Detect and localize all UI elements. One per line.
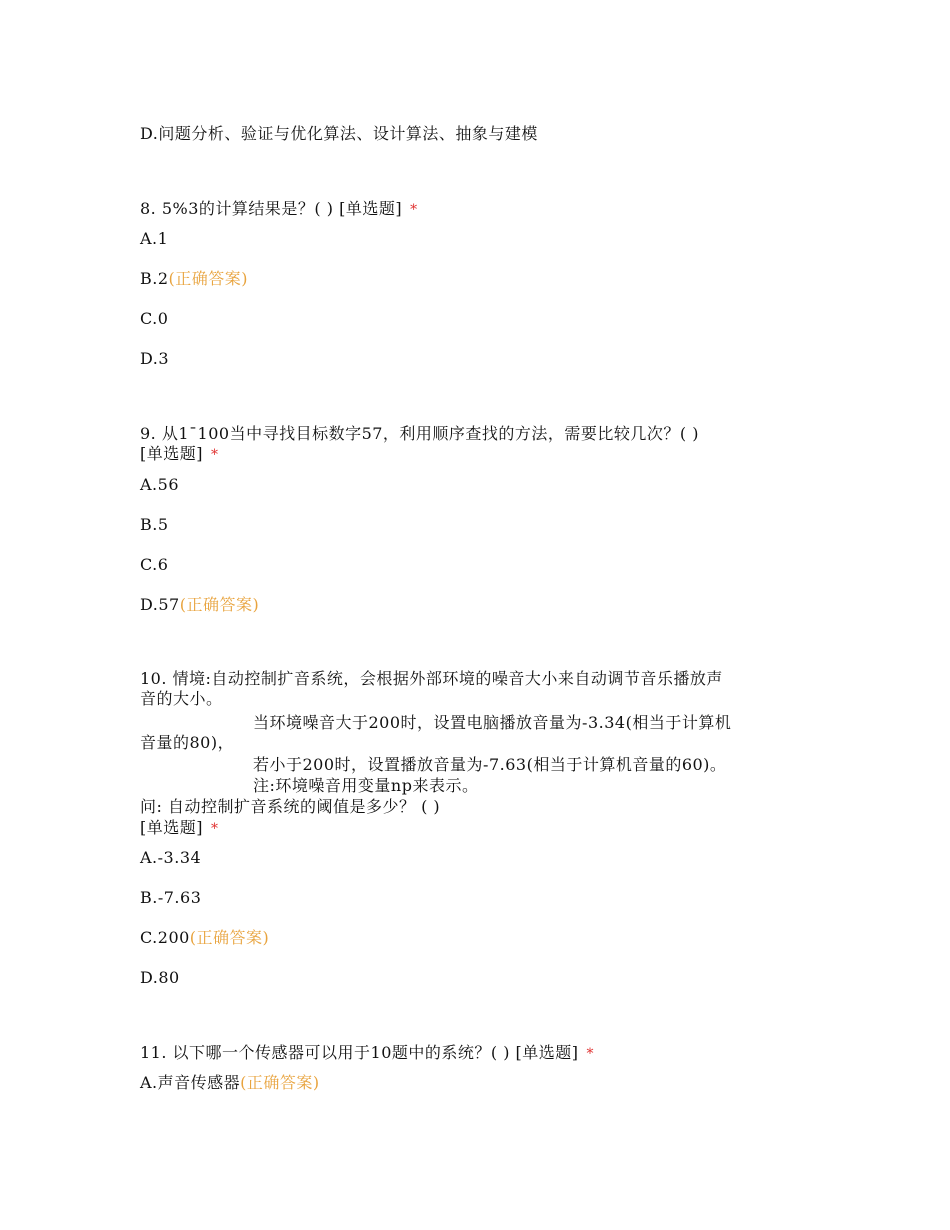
question-10-line3 [253, 713, 731, 733]
option-text: B.5 [140, 515, 169, 534]
option-text: C.200 [140, 928, 190, 947]
option-text: B.2 [140, 269, 169, 288]
question-8-option-d [140, 349, 169, 369]
prev-question-option-d [140, 124, 538, 144]
required-star-icon: * [211, 447, 219, 463]
question-10-line5 [253, 755, 726, 775]
question-8-option-c [140, 309, 168, 329]
question-text: 注:环境噪音用变量np来表示。 [253, 776, 479, 795]
option-text: D.80 [140, 968, 180, 987]
question-9-option-a [140, 475, 179, 495]
correct-answer-label: (正确答案) [168, 269, 249, 288]
option-text: D.57 [140, 595, 180, 614]
option-text: D.问题分析、验证与优化算法、设计算法、抽象与建模 [140, 124, 538, 143]
required-star-icon: * [410, 202, 418, 218]
question-11-option-a [140, 1073, 320, 1093]
option-text: D.3 [140, 349, 170, 368]
question-10-option-d [140, 968, 180, 988]
question-10-option-b [140, 888, 201, 908]
option-text: C.0 [140, 309, 169, 328]
question-10-line1 [140, 669, 723, 689]
question-type: [单选题] [140, 818, 203, 837]
option-text: A.-3.34 [140, 848, 202, 867]
question-text: 音量的80)， [140, 733, 235, 752]
correct-answer-label: (正确答案) [179, 595, 260, 614]
question-text: 10. 情境:自动控制扩音系统，会根据外部环境的噪音大小来自动调节音乐播放声 [140, 669, 723, 688]
question-8-option-b [140, 269, 248, 289]
option-text: A.1 [140, 229, 169, 248]
option-text: B.-7.63 [140, 888, 202, 907]
question-text: 9. 从1¯100当中寻找目标数字57，利用顺序查找的方法，需要比较几次？( ) [140, 424, 700, 443]
question-9-title-line2 [140, 444, 219, 465]
option-text: A.声音传感器 [140, 1073, 241, 1092]
question-text: 当环境噪音大于200时，设置电脑播放音量为-3.34(相当于计算机 [253, 713, 732, 732]
question-9-option-d [140, 595, 259, 615]
question-10-line7 [140, 797, 440, 817]
question-text: 11. 以下哪一个传感器可以用于10题中的系统？( ) [单选题] [140, 1043, 579, 1062]
question-10-line8 [140, 818, 219, 839]
question-type: [单选题] [140, 444, 203, 463]
correct-answer-label: (正确答案) [240, 1073, 320, 1092]
question-10-line4 [140, 733, 234, 753]
question-9-option-c [140, 555, 168, 575]
question-10-option-a [140, 848, 201, 868]
option-text: A.56 [140, 475, 179, 494]
correct-answer-label: (正确答案) [189, 928, 270, 947]
question-text: 问: 自动控制扩音系统的阈值是多少？ ( ) [140, 797, 441, 816]
question-10-option-c [140, 928, 269, 948]
option-text: C.6 [140, 555, 169, 574]
question-text: 8. 5%3的计算结果是？( ) [单选题] [140, 199, 403, 218]
question-text: 音的大小。 [140, 689, 223, 708]
required-star-icon: * [211, 821, 219, 837]
required-star-icon: * [586, 1046, 595, 1062]
question-9-title-line1 [140, 424, 699, 444]
question-text: 若小于200时，设置播放音量为-7.63(相当于计算机音量的60)。 [253, 755, 727, 774]
question-9-option-b [140, 515, 169, 535]
question-11-title [140, 1043, 594, 1064]
question-10-line6 [253, 776, 478, 796]
question-8-option-a [140, 229, 168, 249]
question-8-title [140, 199, 418, 220]
question-10-line2 [140, 689, 223, 709]
